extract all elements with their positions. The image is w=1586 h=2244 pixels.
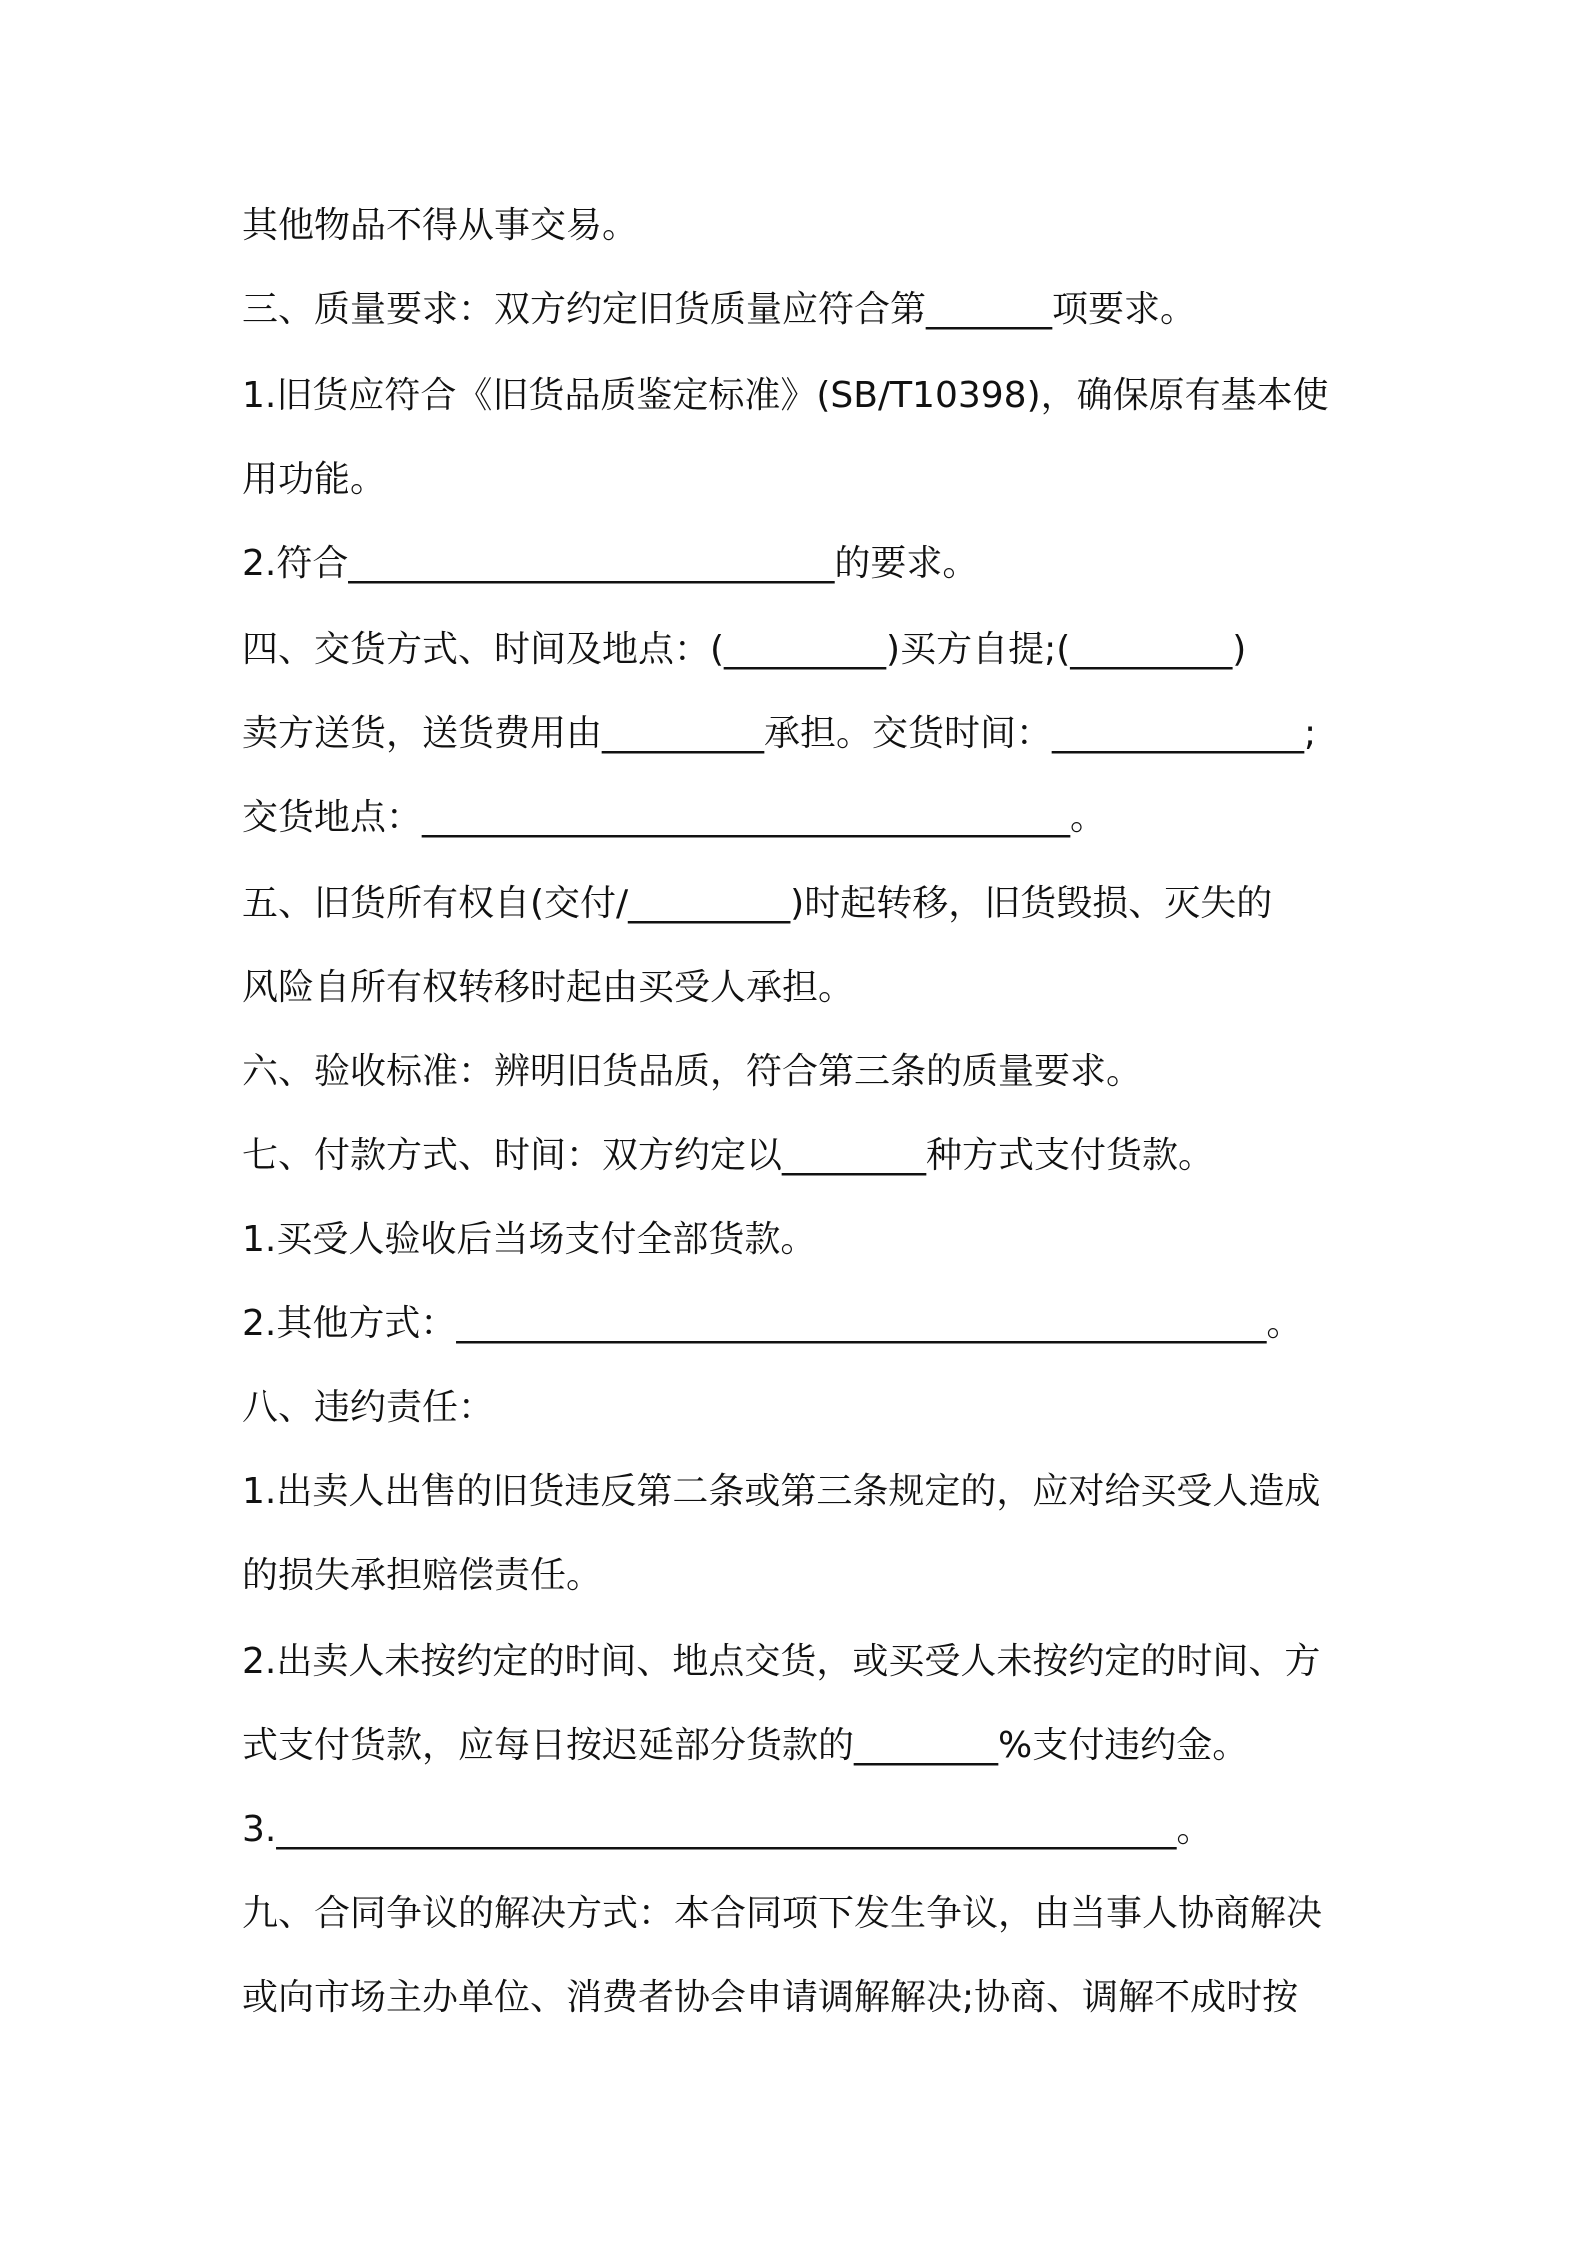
text-line-9: 五、旧货所有权自(交付/_________)时起转移，旧货毁损、灭失的 — [242, 883, 1273, 924]
text-line-17: 的损失承担赔偿责任。 — [242, 1555, 603, 1596]
text-line-4: 用功能。 — [242, 459, 387, 500]
text-line-5: 2.符合___________________________的要求。 — [242, 543, 979, 584]
text-line-15: 八、违约责任： — [242, 1387, 495, 1428]
text-line-19: 式支付货款，应每日按迟延部分货款的________%支付违约金。 — [242, 1725, 1249, 1766]
text-line-12: 七、付款方式、时间：双方约定以________种方式支付货款。 — [242, 1135, 1215, 1176]
text-line-21: 九、合同争议的解决方式：本合同项下发生争议，由当事人协商解决 — [242, 1893, 1323, 1934]
text-line-14: 2.其他方式：_____________________________________________。 — [242, 1303, 1303, 1344]
text-line-7: 卖方送货，送货费用由_________承担。交货时间：______________; — [242, 713, 1317, 754]
text-line-3: 1.旧货应符合《旧货品质鉴定标准》(SB/T10398)，确保原有基本使 — [242, 375, 1329, 416]
text-line-6: 四、交货方式、时间及地点：(_________)买方自提;(_________) — [242, 629, 1247, 670]
text-line-16: 1.出卖人出售的旧货违反第二条或第三条规定的，应对给买受人造成 — [242, 1471, 1321, 1512]
text-line-8: 交货地点：____________________________________。 — [242, 797, 1107, 838]
text-line-11: 六、验收标准：辨明旧货品质，符合第三条的质量要求。 — [242, 1051, 1143, 1092]
text-line-20: 3.__________________________________________________。 — [242, 1809, 1213, 1850]
text-line-1: 其他物品不得从事交易。 — [242, 205, 639, 246]
text-line-18: 2.出卖人未按约定的时间、地点交货，或买受人未按约定的时间、方 — [242, 1641, 1321, 1682]
text-line-13: 1.买受人验收后当场支付全部货款。 — [242, 1219, 817, 1260]
text-line-10: 风险自所有权转移时起由买受人承担。 — [242, 967, 855, 1008]
text-line-2: 三、质量要求：双方约定旧货质量应符合第_______项要求。 — [242, 289, 1197, 330]
text-line-22: 或向市场主办单位、消费者协会申请调解解决;协商、调解不成时按 — [242, 1977, 1299, 2018]
